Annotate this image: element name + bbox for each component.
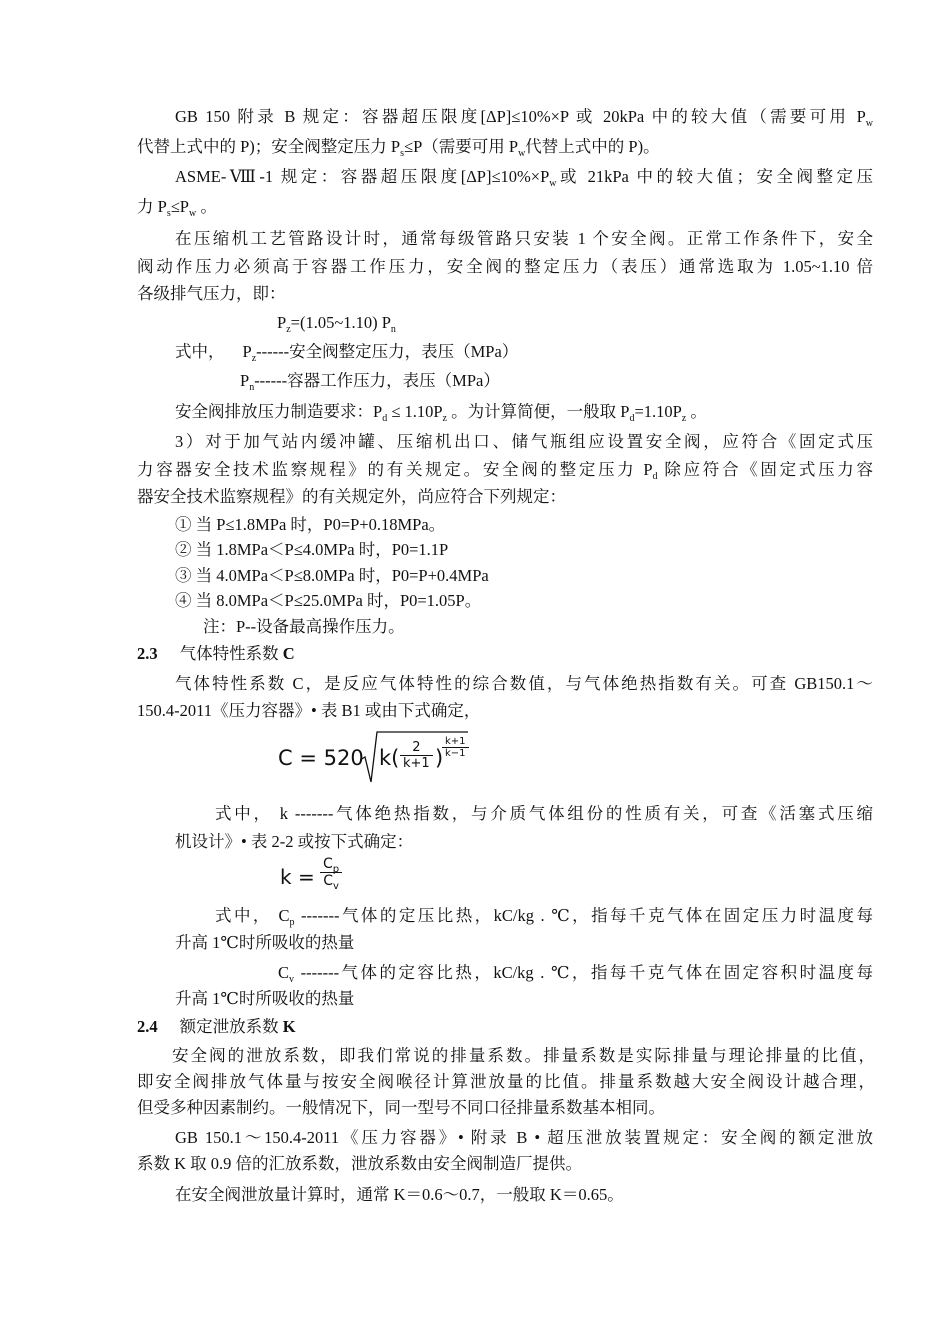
c-inner-fraction: $\frac{2}{k+1}$ bbox=[400, 740, 433, 771]
pn-definition: $P_n------$容器工作压力，表压（MPa） bbox=[240, 371, 500, 393]
asme-line-2: 力 $P_s\le P_w$ 。 bbox=[137, 197, 217, 219]
k-def-line-1: 式中， k -------气体绝热指数，与介质气体组份的性质有关，可查《活塞式压缩 bbox=[215, 804, 873, 823]
section-2-4-heading: 2.4 额定泄放系数 K bbox=[137, 1017, 296, 1036]
rule-item-3: ③ 当 4.0MPa＜P≤8.0MPa 时，P0=P+0.4MPa bbox=[175, 566, 489, 585]
section-2-3-heading: 2.3 气体特性系数 C bbox=[137, 644, 295, 663]
k-formula: k = $\frac{C_p}{C_v}$ bbox=[280, 856, 370, 906]
pz-formula: $P_z=(1.05\sim 1.10)$ $P_n$ bbox=[277, 313, 396, 335]
sec23-line-2: 150.4-2011《压力容器》• 表 B1 或由下式确定， bbox=[137, 701, 481, 720]
item3-line-2: 力容器安全技术监察规程》的有关规定。安全阀的整定压力 $P_d$ 除应符合《固定式压力容 bbox=[137, 460, 873, 482]
rule-item-2: ② 当 1.8MPa＜P≤4.0MPa 时，P0=1.1P bbox=[175, 540, 449, 559]
asme-line-1: ASME-Ⅷ-1 规定：容器超压限度$[\Delta P]\le 10\%\times P_w$或 21kPa 中的较大值；安全阀整定压 bbox=[175, 167, 873, 189]
c-formula: C = 520 k( $\frac{2}{k+1}$ ) $\frac{k+1}{k-1}$ bbox=[278, 730, 478, 786]
sec24-line-3: 但受多种因素制约。一般情况下，同一型号不同口径排量系数基本相同。 bbox=[137, 1098, 665, 1117]
cv-def-line-2: 升高 1℃时所吸收的热量 bbox=[175, 989, 355, 1008]
rule-note: 注：P--设备最高操作压力。 bbox=[203, 617, 405, 636]
sec24-line-1: 安全阀的泄放系数，即我们常说的排量系数。排量系数是实际排量与理论排量的比值， bbox=[172, 1046, 875, 1065]
compressor-line-2: 阀动作压力必须高于容器工作压力，安全阀的整定压力（表压）通常选取为 1.05~1.10 倍 bbox=[137, 257, 873, 276]
discharge-requirement: 安全阀排放压力制造要求：$P_d \le 1.10P_z$ 。为计算简便，一般取 $P_d=1.10P_z$ 。 bbox=[175, 402, 707, 424]
k-range-line: 在安全阀泄放量计算时，通常 K＝0.6～0.7，一般取 K＝0.65。 bbox=[175, 1185, 624, 1204]
item3-line-3: 器安全技术监察规程》的有关规定外，尚应符合下列规定： bbox=[137, 487, 566, 506]
c-exponent-fraction: $\frac{k+1}{k-1}$ bbox=[442, 736, 469, 759]
gb-k-line-2: 系数 K 取 0.9 倍的汇放系数，泄放系数由安全阀制造厂提供。 bbox=[137, 1154, 583, 1173]
compressor-line-1: 在压缩机工艺管路设计时，通常每级管路只安装 1 个安全阀。正常工作条件下，安全 bbox=[175, 229, 873, 248]
gb-k-line-1: GB 150.1～150.4-2011《压力容器》• 附录 B • 超压泄放装置规定：安全阀的额定泄放 bbox=[175, 1128, 873, 1147]
cp-def-line-1: 式中， $C_p$ -------气体的定压比热，kC/kg . ℃，指每千克气体在固定压力时温度每 bbox=[215, 906, 873, 928]
gb150-line-1: GB 150 附录 B 规定：容器超压限度[ΔP]≤10%×P 或 20kPa 中的较大值（需要可用 $P_w$ bbox=[175, 107, 873, 129]
item3-line-1: 3）对于加气站内缓冲罐、压缩机出口、储气瓶组应设置安全阀，应符合《固定式压 bbox=[175, 432, 873, 451]
cp-def-line-2: 升高 1℃时所吸收的热量 bbox=[175, 933, 355, 952]
cv-def-line-1: $C_v$ -------气体的定容比热，kC/kg . ℃，指每千克气体在固定容积时温度每 bbox=[278, 963, 873, 985]
k-fraction: $\frac{C_p}{C_v}$ bbox=[320, 856, 342, 889]
sec24-line-2: 即安全阀排放气体量与按安全阀喉径计算泄放量的比值。排量系数越大安全阀设计越合理， bbox=[137, 1072, 875, 1091]
compressor-line-3: 各级排气压力，即： bbox=[137, 284, 286, 303]
pz-definition: 式中， $P_z------$安全阀整定压力，表压（MPa） bbox=[175, 342, 519, 364]
gb150-line-2: 代替上式中的 P)；安全阀整定压力 $P_s\le P$（需要可用 $P_w$代替上式中的 P)。 bbox=[137, 137, 660, 159]
rule-item-1: ① 当 P≤1.8MPa 时，P0=P+0.18MPa。 bbox=[175, 515, 446, 534]
k-def-line-2: 机设计》• 表 2-2 或按下式确定： bbox=[175, 832, 414, 851]
rule-item-4: ④ 当 8.0MPa＜P≤25.0MPa 时，P0=1.05P。 bbox=[175, 591, 482, 610]
sec23-line-1: 气体特性系数 C，是反应气体特性的综合数值，与气体绝热指数有关。可查 GB150.1～ bbox=[175, 674, 873, 693]
